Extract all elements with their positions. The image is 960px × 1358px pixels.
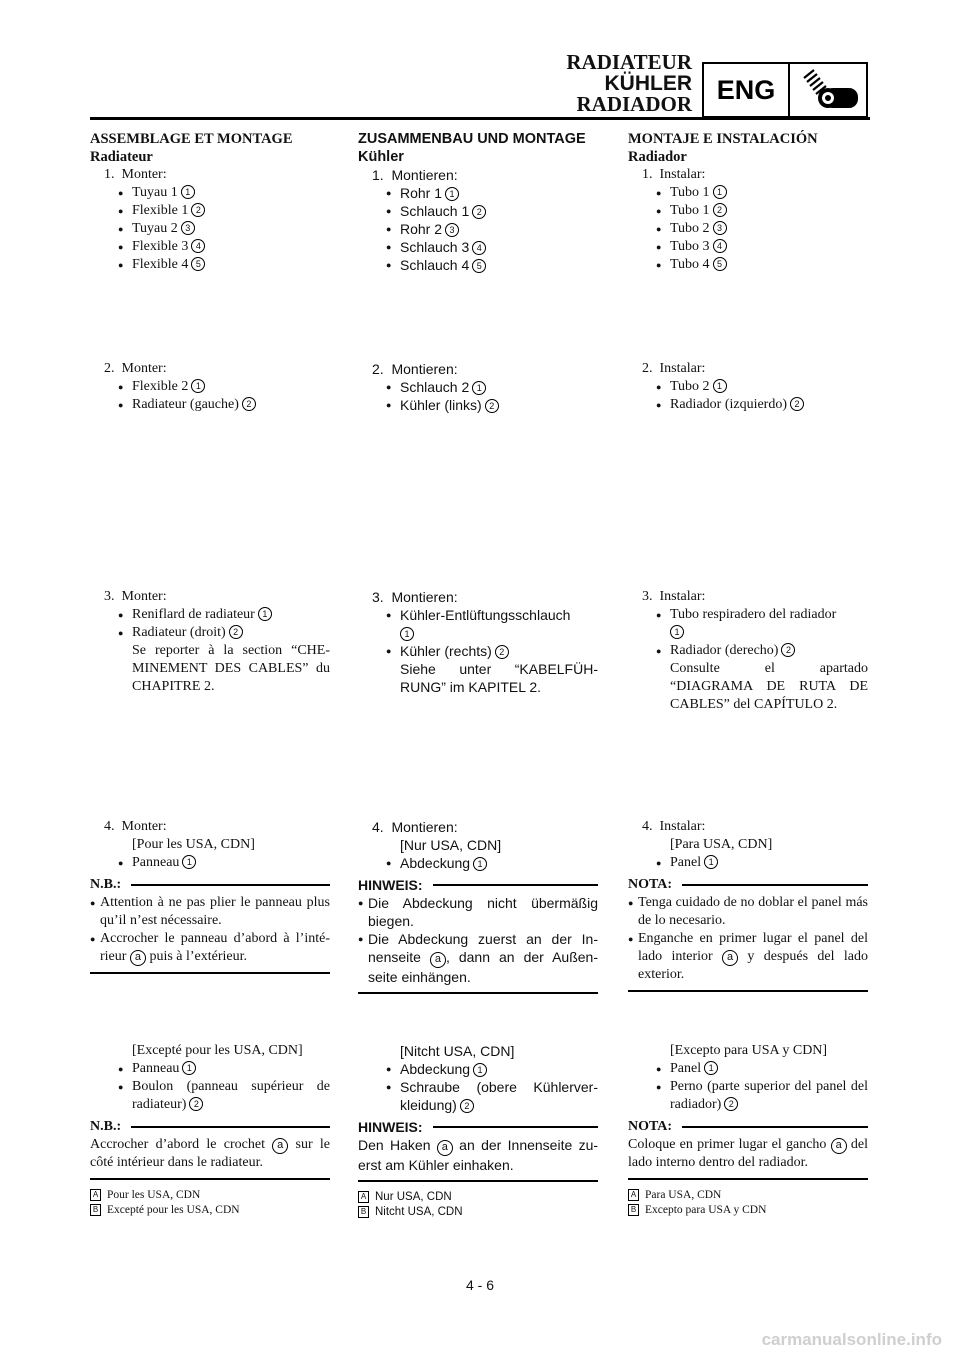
title-fr: RADIATEUR <box>566 50 692 74</box>
reference-note: Consulte el apartado “DIAGRAMA DE RUTA DE CABLES” del CAPÍTULO 2. <box>670 661 868 712</box>
list-item: ● Schlauch 1 2 <box>358 202 598 220</box>
footnotes: A Para USA, CDN B Excepto para USA y CDN <box>628 1188 868 1218</box>
list-item: ● Reniflard de radiateur 1 <box>90 606 330 624</box>
list-item: ● Tubo 3 4 <box>628 238 868 256</box>
list-item: ● Panel 1 <box>628 854 868 872</box>
note-heading: N.B.: <box>90 876 330 894</box>
subheading: Radiador <box>628 149 687 165</box>
hook-marker: a <box>272 1138 288 1154</box>
note-text: Den Haken a an der Innenseite zu-erst am Kühler einhaken. <box>358 1137 599 1173</box>
list-item: ● Kühler (links) 2 <box>358 396 598 414</box>
list-item: ● Panneau 1 <box>90 1060 330 1078</box>
note-text: Coloque en primer lugar el gancho a del lado interno dentro del radiador. <box>628 1137 868 1170</box>
list-item: ● Radiador (izquierdo) 2 <box>628 396 868 414</box>
note-end-rule <box>90 1178 330 1180</box>
reference-note: Se reporter à la section “CHE-MINEMENT DES CABLES” du CHAPITRE 2. <box>132 643 330 694</box>
list-item: ● Tubo 1 2 <box>628 202 868 220</box>
note-heading: NOTA: <box>628 876 868 894</box>
list-item: ● Rohr 1 1 <box>358 184 598 202</box>
list-item: ● Schlauch 3 4 <box>358 238 598 256</box>
region-label: [Excepté pour les USA, CDN] <box>132 1043 303 1058</box>
region-label: [Para USA, CDN] <box>670 837 773 852</box>
hook-marker: a <box>831 1138 847 1154</box>
page-number: 4 - 6 <box>465 1277 494 1293</box>
note-heading: HINWEIS: <box>358 876 598 894</box>
step-3: 3. Montieren: <box>372 589 458 605</box>
note-bullet: ● Die Abdeckung nicht übermäßig biegen. <box>358 894 598 930</box>
note-end-rule <box>628 990 868 992</box>
hook-marker: a <box>437 1140 453 1156</box>
note-text: Accrocher d’abord le crochet a sur le côté intérieur dans le radiateur. <box>90 1137 331 1170</box>
note-bullet: ● Enganche en primer lugar el panel del lado interior a y después del lado exterior. <box>628 930 868 984</box>
region-label: [Pour les USA, CDN] <box>132 837 255 852</box>
step-2: 2. Montieren: <box>372 361 458 377</box>
step-3: 3. Instalar: <box>642 589 706 604</box>
region-label: [Excepto para USA y CDN] <box>670 1043 828 1058</box>
step-4: 4. Monter: <box>104 819 167 834</box>
note-heading: N.B.: <box>90 1118 330 1136</box>
list-item: ● Radiateur (droit) 2 <box>90 624 330 642</box>
list-item: ● Schlauch 4 5 <box>358 256 598 274</box>
title-es: RADIADOR <box>576 92 692 116</box>
heading: ASSEMBLAGE ET MONTAGE <box>90 131 293 147</box>
list-item: ● Tubo respiradero del radiador 1 <box>628 606 868 642</box>
step-4: 4. Instalar: <box>642 819 706 834</box>
note-heading: NOTA: <box>628 1118 868 1136</box>
list-item: ● Tubo 1 1 <box>628 184 868 202</box>
region-label: [Nitcht USA, CDN] <box>400 1043 515 1059</box>
note-end-rule <box>90 972 330 974</box>
list-item: ● Tuyau 1 1 <box>90 184 330 202</box>
list-item: ● Flexible 4 5 <box>90 256 330 274</box>
note-bullet: ● Die Abdeckung zuerst an der In-nenseite a , dann an der Außen-seite einhängen. <box>358 930 598 986</box>
footnotes: A Nur USA, CDN B Nitcht USA, CDN <box>358 1190 598 1220</box>
region-label: [Nur USA, CDN] <box>400 837 502 853</box>
list-item: ● Kühler-Entlüftungsschlauch 1 <box>358 606 598 642</box>
list-item: ● Schlauch 2 1 <box>358 378 598 396</box>
heading: ZUSAMMENBAU UND MONTAGE <box>358 131 586 147</box>
list-item: ● Tubo 2 3 <box>628 220 868 238</box>
step-2: 2. Monter: <box>104 361 167 376</box>
note-bullet: ● Attention à ne pas plier le panneau plus qu’il n’est nécessaire. <box>90 894 330 930</box>
watermark: carmanualsonline.info <box>761 1330 942 1349</box>
note-end-rule <box>358 992 598 994</box>
list-item: ● Rohr 2 3 <box>358 220 598 238</box>
list-item: ● Abdeckung 1 <box>358 854 598 872</box>
list-item: ● Perno (parte superior del panel del radiador) 2 <box>628 1078 868 1114</box>
list-item: ● Tubo 2 1 <box>628 378 868 396</box>
step-3: 3. Monter: <box>104 589 167 604</box>
list-item: ● Flexible 3 4 <box>90 238 330 256</box>
hook-marker: a <box>722 950 738 966</box>
list-item: ● Kühler (rechts) 2 <box>358 642 598 660</box>
section-code: ENG <box>704 64 790 116</box>
subheading: Radiateur <box>90 149 153 165</box>
header-rule <box>90 117 870 120</box>
step-1: 1. Monter: <box>104 167 167 182</box>
list-item: ● Abdeckung 1 <box>358 1060 598 1078</box>
subheading: Kühler <box>358 149 404 165</box>
heading: MONTAJE E INSTALACIÓN <box>628 131 818 147</box>
list-item: ● Panel 1 <box>628 1060 868 1078</box>
step-4: 4. Montieren: <box>372 819 458 835</box>
list-item: ● Radiador (derecho) 2 <box>628 642 868 660</box>
list-item: ● Schraube (obere Kühlerver-kleidung) 2 <box>358 1078 598 1114</box>
reference-note: Siehe unter “KABELFÜH-RUNG” im KAPITEL 2. <box>400 661 598 695</box>
title-de: KÜHLER <box>604 72 692 95</box>
note-end-rule <box>628 1178 868 1180</box>
hook-marker: a <box>430 952 446 968</box>
step-1: 1. Montieren: <box>372 167 458 183</box>
list-item: ● Flexible 1 2 <box>90 202 330 220</box>
note-bullet: ● Tenga cuidado de no doblar el panel más de lo necesario. <box>628 894 868 930</box>
footnotes: A Pour les USA, CDN B Excepté pour les USA, CDN <box>90 1188 330 1218</box>
list-item: ● Tubo 4 5 <box>628 256 868 274</box>
list-item: ● Panneau 1 <box>90 854 330 872</box>
engine-radiator-icon <box>790 64 866 116</box>
list-item: ● Flexible 2 1 <box>90 378 330 396</box>
step-1: 1. Instalar: <box>642 167 706 182</box>
note-end-rule <box>358 1180 598 1182</box>
step-2: 2. Instalar: <box>642 361 706 376</box>
list-item: ● Radiateur (gauche) 2 <box>90 396 330 414</box>
hook-marker: a <box>130 950 146 966</box>
section-badge <box>702 62 868 118</box>
note-bullet: ● Accrocher le panneau d’abord à l’inté-rieur a puis à l’extérieur. <box>90 930 330 966</box>
list-item: ● Boulon (panneau supérieur de radiateur) 2 <box>90 1078 330 1114</box>
list-item: ● Tuyau 2 3 <box>90 220 330 238</box>
note-heading: HINWEIS: <box>358 1118 598 1136</box>
section-titles <box>566 52 692 115</box>
